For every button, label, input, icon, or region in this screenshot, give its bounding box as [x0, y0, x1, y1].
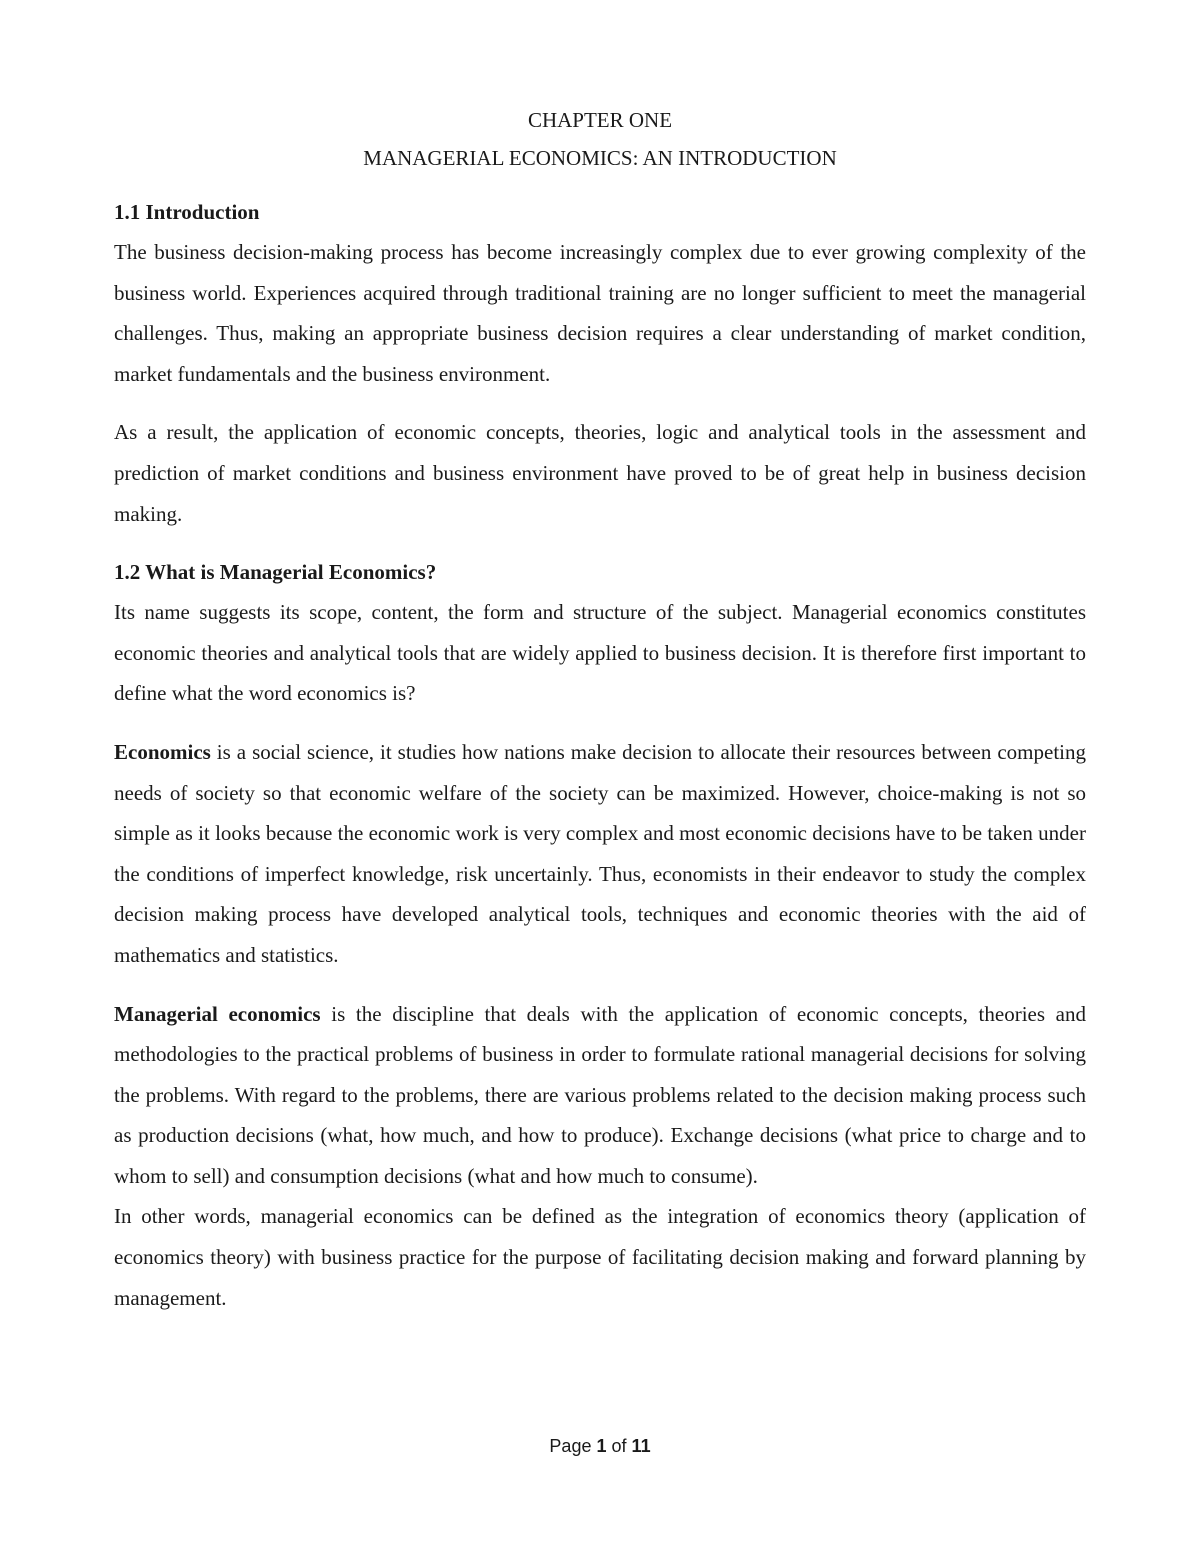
section-heading-introduction: 1.1 Introduction — [114, 200, 260, 224]
page-footer — [0, 1434, 1200, 1458]
scope-paragraph: Its name suggests its scope, content, the form and structure of the subject. Managerial economics constitutes economic theories and analytical tools that are widely applied to business decision. It is therefore first important to define what the word economics is? — [114, 600, 1086, 706]
integration-paragraph: In other words, managerial economics can be defined as the integration of economics theory (application of economics theory) with business practice for the purpose of facilitating decision making and forward planning by management. — [114, 1204, 1086, 1310]
economics-definition-text: is a social science, it studies how nations make decision to allocate their resources between competing needs of society so that economic welfare of the society can be maximized. However, choice-making is not so simple as it looks because the economic work is very complex and most economic decisions have to be taken under the conditions of imperfect knowledge, risk uncertainly. Thus, economists in their endeavor to study the complex decision making process have developed analytical tools, techniques and economic theories with the aid of mathematics and statistics. — [114, 739, 1086, 967]
footer-of-word: of — [611, 1436, 627, 1456]
economics-definition-paragraph — [114, 732, 1086, 976]
managerial-economics-definition-paragraph — [114, 994, 1086, 1197]
intro-paragraph-2: As a result, the application of economic concepts, theories, logic and analytical tools in the assessment and prediction of market conditions and business environment have proved to be of great help in business decision making. — [114, 420, 1086, 526]
footer-total-pages: 11 — [631, 1436, 651, 1456]
managerial-economics-term: Managerial economics — [114, 1001, 321, 1026]
footer-page-word: Page — [549, 1436, 592, 1456]
intro-paragraph-1: The business decision-making process has become increasingly complex due to ever growing complexity of the business world. Experiences acquired through traditional training are no longer sufficient to meet the managerial challenges. Thus, making an appropriate business decision requires a clear understanding of market condition, market fundamentals and the business environment. — [114, 240, 1086, 386]
managerial-economics-definition-text: is the discipline that deals with the application of economic concepts, theories and methodologies to the practical problems of business in order to formulate rational managerial decisions for solving the problems. With regard to the problems, there are various problems related to the decision making process such as production decisions (what, how much, and how to produce). Exchange decisions (what price to charge and to whom to sell) and consumption decisions (what and how much to consume). — [114, 1001, 1086, 1188]
footer-current-page: 1 — [596, 1436, 607, 1456]
section-heading-what-is-managerial-economics: 1.2 What is Managerial Economics? — [114, 560, 437, 585]
chapter-label: CHAPTER ONE — [527, 108, 673, 132]
chapter-title: MANAGERIAL ECONOMICS: AN INTRODUCTION — [363, 146, 837, 170]
document-body — [114, 106, 1086, 1318]
economics-term: Economics — [114, 739, 211, 764]
